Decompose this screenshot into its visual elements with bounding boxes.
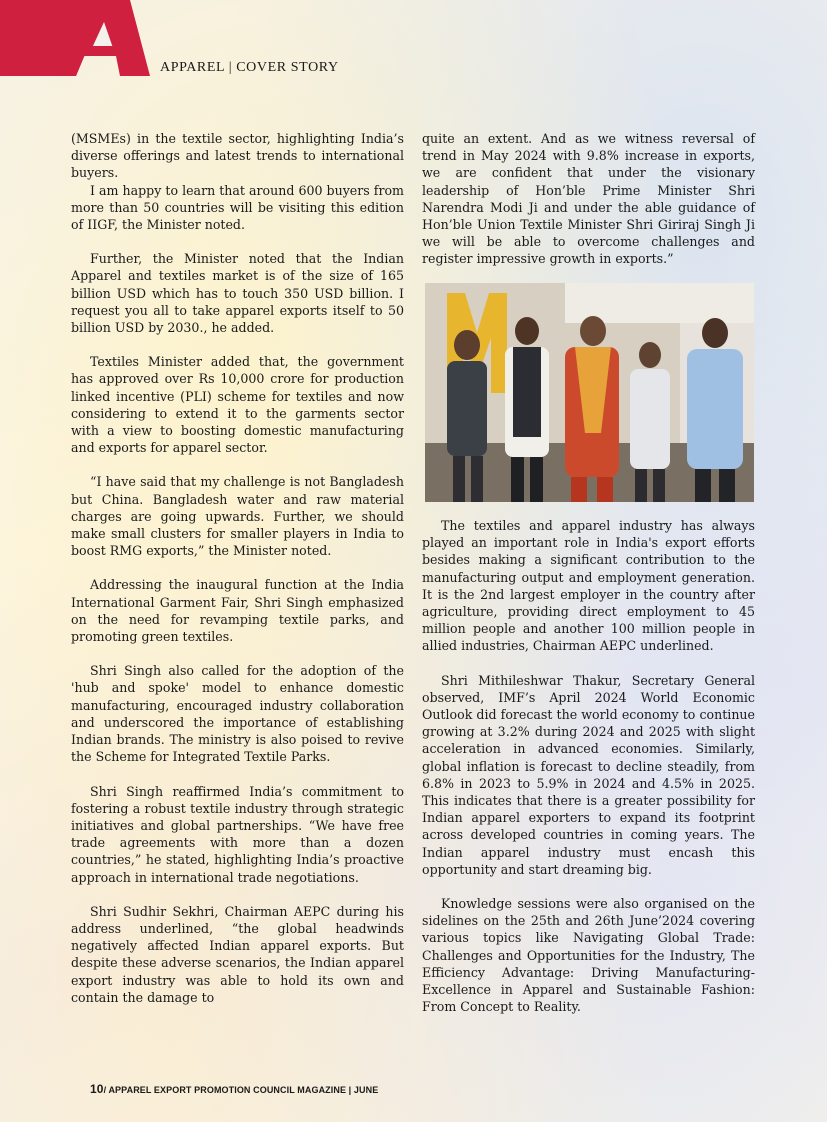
page-number: 10 (90, 1082, 104, 1096)
article-paragraph: Shri Sudhir Sekhri, Chairman AEPC during his address underlined, “the global headwinds negatively affected Indian apparel exports. But despite these adverse scenarios, the Indian apparel export industry was able to hold its own and contain the damage to (71, 903, 404, 1005)
right-column-top (422, 130, 755, 268)
article-paragraph: “I have said that my challenge is not Bangladesh but China. Bangladesh water and raw material charges are going upwards. Further, we should make small clusters for smaller players in India to boost RMG exports,” the Minister noted. (71, 474, 404, 559)
article-paragraph: Further, the Minister noted that the Indian Apparel and textiles market is of the size of 165 billion USD which has to touch 350 USD billion. I request you all to take apparel exports itself to 50 billion USD by 2030., he added. (71, 251, 404, 336)
article-paragraph: The textiles and apparel industry has always played an important role in India's export efforts besides making a significant contribution to the manufacturing output and employment generation. It is the 2nd largest employer in the country after agriculture, providing direct employment to 45 million people and another 100 million people in allied industries, Chairman AEPC underlined. (422, 518, 755, 654)
left-column (71, 130, 404, 1006)
article-paragraph: Shri Singh also called for the adoption of the 'hub and spoke' model to enhance domestic manufacturing, encouraged industry collaboration and underscored the importance of establishing Indian brands. The ministry is also poised to revive the Scheme for Integrated Textile Parks. (71, 663, 404, 765)
publication-name: APPAREL EXPORT PROMOTION COUNCIL MAGAZINE | JUNE (108, 1085, 379, 1095)
event-photo (425, 283, 754, 502)
article-paragraph: Textiles Minister added that, the government has approved over Rs 10,000 crore for production linked incentive (PLI) scheme for textiles and now considering to extend it to the garments sector with a view to boosting domestic manufacturing and exports for apparel sector. (71, 354, 404, 456)
article-paragraph: (MSMEs) in the textile sector, highlighting India’s diverse offerings and latest trends to international buyers. (71, 131, 404, 181)
article-paragraph: Knowledge sessions were also organised on the sidelines on the 25th and 26th June’2024 covering various topics like Navigating Global Trade: Challenges and Opportunities for the Industry, The Efficiency Advantage: Driving Manufacturing- Excellence in Apparel and Sustainable Fashion: From Concept to Reality. (422, 896, 755, 1015)
article-paragraph: quite an extent. And as we witness reversal of trend in May 2024 with 9.8% increase in exports, we are confident that under the visionary leadership of Hon’ble Prime Minister Shri Narendra Modi Ji and under the able guidance of Hon’ble Union Textile Minister Shri Giriraj Singh Ji we will be able to overcome challenges and register impressive growth in exports.” (422, 131, 755, 267)
footer-separator: / (103, 1085, 107, 1095)
magazine-logo (0, 0, 150, 76)
article-paragraph: I am happy to learn that around 600 buyers from more than 50 countries will be visiting this edition of IIGF, the Minister noted. (71, 182, 404, 233)
article-paragraph: Addressing the inaugural function at the India International Garment Fair, Shri Singh emphasized on the need for revamping textile parks, and promoting green textiles. (71, 577, 404, 645)
article-paragraph: Shri Mithileshwar Thakur, Secretary General observed, IMF’s April 2024 World Economic Outlook did forecast the world economy to continue growing at 3.2% during 2024 and 2025 with slight acceleration in advanced economies. Similarly, global inflation is forecast to decline steadily, from 6.8% in 2023 to 5.9% in 2024 and 4.5% in 2025. This indicates that there is a greater possibility for Indian apparel exporters to expand its footprint across developed countries in coming years. The Indian apparel industry must encash this opportunity and start dreaming big. (422, 672, 755, 877)
right-column-bottom (422, 517, 755, 1015)
page-footer (90, 1082, 378, 1096)
article-paragraph: Shri Singh reaffirmed India’s commitment to fostering a robust textile industry through strategic initiatives and global partnerships. “We have free trade agreements with more than a dozen countries,” he stated, highlighting India’s proactive approach in international trade negotiations. (71, 783, 404, 885)
section-label: APPAREL | COVER STORY (160, 60, 339, 75)
